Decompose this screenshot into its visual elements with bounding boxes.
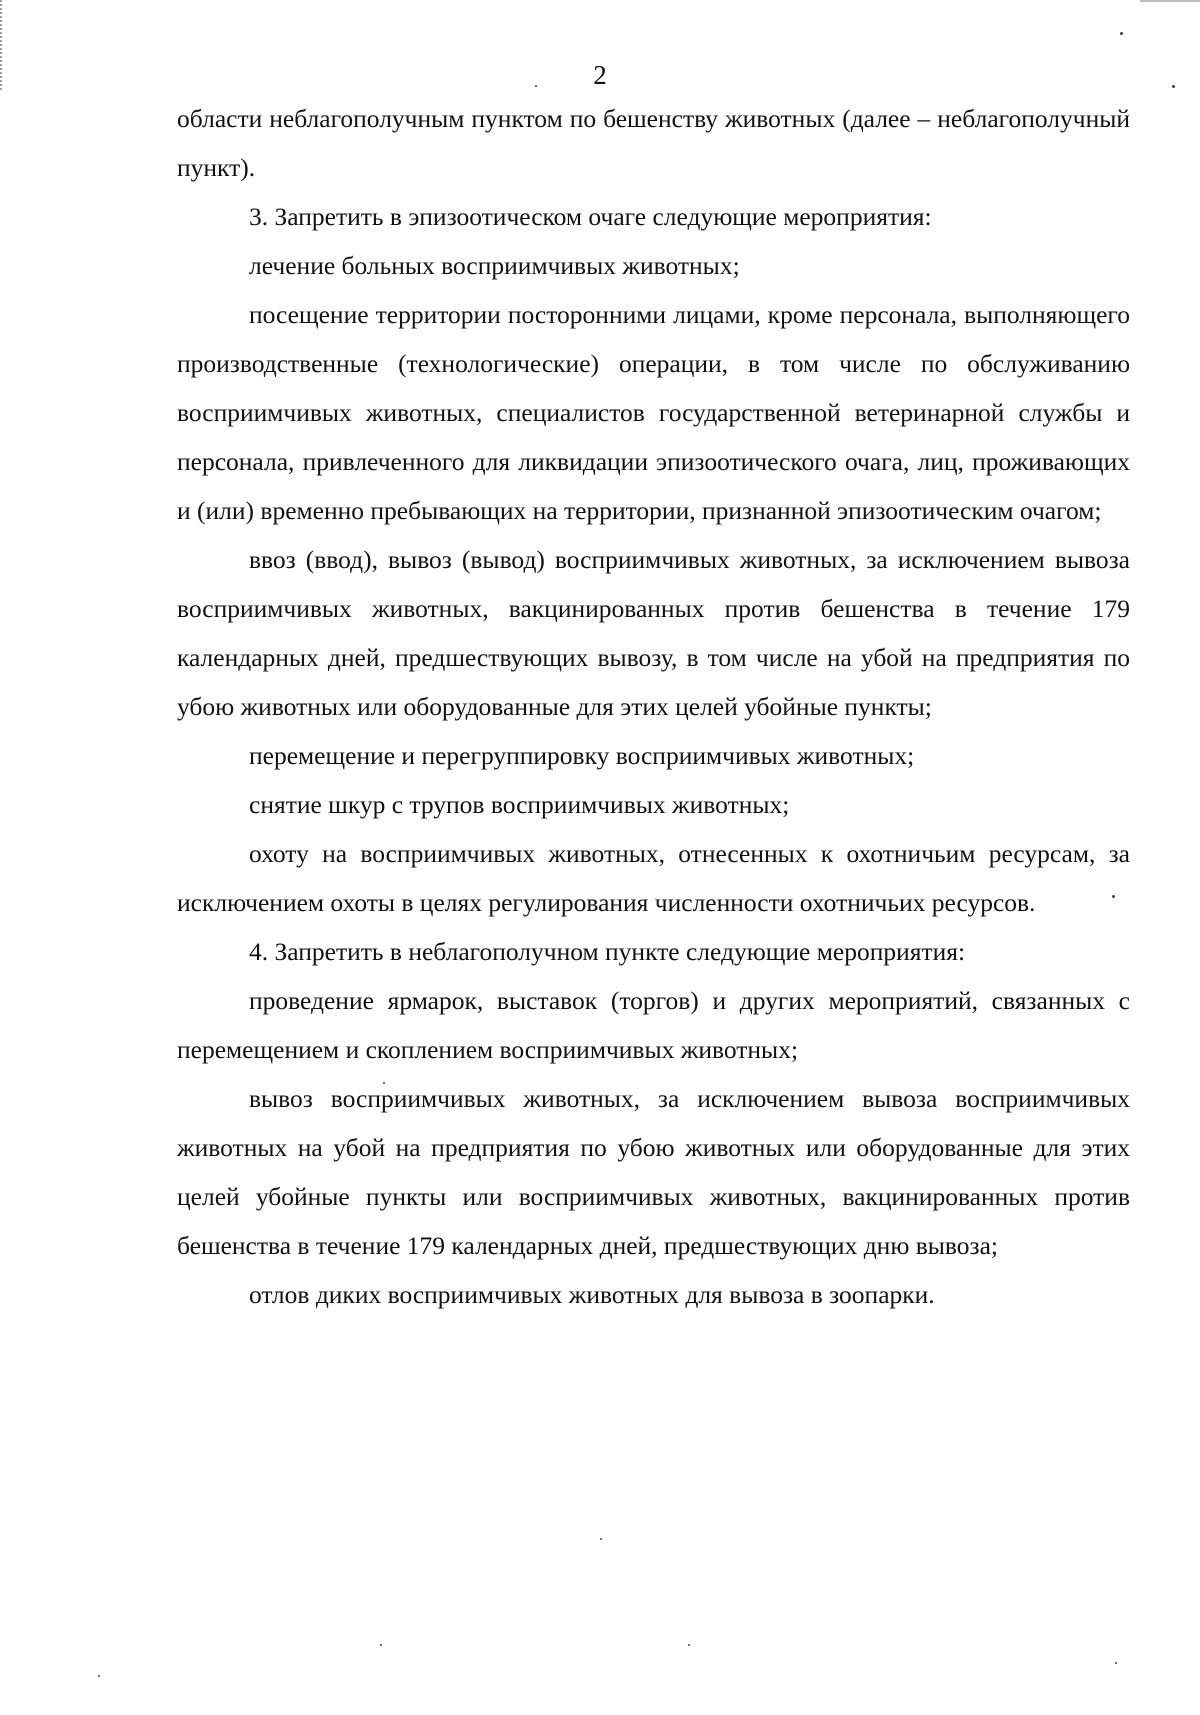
paragraph: охоту на восприимчивых животных, отнесенных к охотничьим ресурсам, за исключением охоты в целях регулирования численности охотничьих ресурсов. (177, 839, 1130, 917)
scan-speck (1172, 85, 1175, 88)
paragraph: проведение ярмарок, выставок (торгов) и других мероприятий, связанных с перемещением и скоплением восприимчивых животных; (177, 986, 1130, 1064)
paragraph: снятие шкур с трупов восприимчивых животных; (249, 790, 790, 819)
paragraph: лечение больных восприимчивых животных; (249, 251, 740, 280)
paragraph: вывоз восприимчивых животных, за исключением вывоза восприимчивых животных на убой на предприятия по убою животных или оборудованные для этих целей убойные пункты или восприимчивых животных, вакцинированных против бешенства в течение 179 календарных дней, предшествующих дню вывоза; (177, 1084, 1130, 1260)
scan-speck (600, 1538, 602, 1540)
scan-speck (1120, 32, 1123, 35)
scan-speck (688, 1644, 690, 1646)
scan-speck (1112, 895, 1115, 898)
page-number: 2 (593, 60, 607, 90)
scan-speck (535, 85, 537, 87)
paragraph: области неблагополучным пунктом по бешенству животных (далее – неблагополучный пункт). (177, 104, 1130, 182)
scan-speck (98, 1675, 100, 1677)
paragraph: отлов диких восприимчивых животных для вывоза в зоопарки. (249, 1280, 935, 1309)
scan-edge-artifact (1140, 0, 1200, 4)
paragraph: посещение территории посторонними лицами, кроме персонала, выполняющего производственные (технологические) операции, в том числе по обслуживанию восприимчивых животных, специалистов государственной ветеринарной службы и персонала, привлеченного для ликвидации эпизоотического очага, лиц, проживающих и (или) временно пребывающих на территории, признанной эпизоотическим очагом; (177, 300, 1130, 525)
document-body (177, 94, 1130, 1319)
scan-speck (1115, 1662, 1117, 1664)
paragraph: 3. Запретить в эпизоотическом очаге следующие мероприятия: (249, 202, 932, 231)
scan-speck (380, 1644, 382, 1646)
paragraph: перемещение и перегруппировку восприимчивых животных; (249, 741, 915, 770)
paragraph: 4. Запретить в неблагополучном пункте следующие мероприятия: (249, 937, 966, 966)
paragraph: ввоз (ввод), вывоз (вывод) восприимчивых животных, за исключением вывоза восприимчивых животных, вакцинированных против бешенства в течение 179 календарных дней, предшествующих вывозу, в том числе на убой на предприятия по убою животных или оборудованные для этих целей убойные пункты; (177, 545, 1130, 721)
scan-speck (383, 1082, 385, 1084)
